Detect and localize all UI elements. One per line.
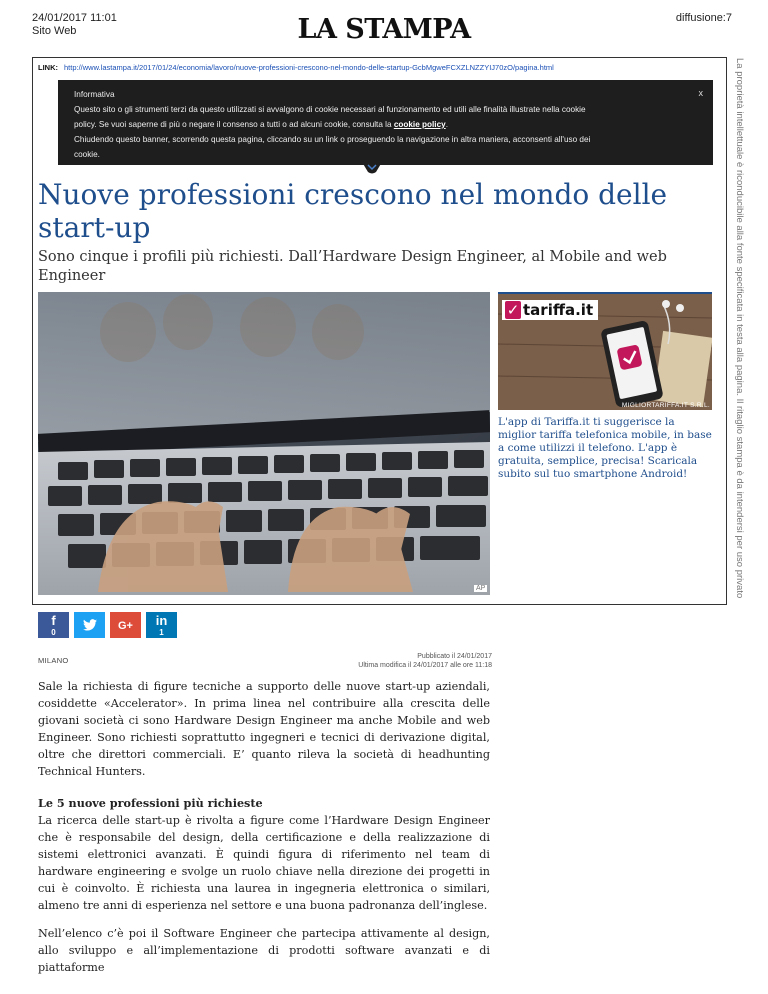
laptop-photo-illustration [38,292,490,595]
cookie-close-button[interactable]: x [698,88,703,98]
twitter-share-button[interactable] [74,612,105,638]
cookie-tab-chevron-icon[interactable] [362,162,382,174]
clip-source: Sito Web [32,25,77,37]
link-label: LINK: [38,63,58,72]
ad-image[interactable] [498,294,712,410]
modified-date: Ultima modifica il 24/01/2017 alle ore 11:18 [358,662,492,669]
facebook-share-button[interactable] [38,612,69,638]
clip-datetime: 24/01/2017 11:01 [32,12,117,24]
ad-caption: MIGLIORTARIFFA.IT S.R.L. [621,402,710,409]
section-heading: Le 5 nuove professioni più richieste [38,796,263,810]
photo-credit: AP [476,585,486,592]
article-subtitle: Sono cinque i profili più richiesti. Dall’Hardware Design Engineer, al Mobile and web Engineer [38,249,667,284]
cookie-line-2-text: policy. Se vuoi saperne di più o negare il consenso a tutti o ad alcuni cookie, consulta la [74,120,394,129]
linkedin-share-button[interactable] [146,612,177,638]
publication-info [320,652,492,670]
cookie-heading: Informativa [74,90,115,99]
article-paragraph-3: Nell’elenco c’è poi il Software Engineer che partecipa attivamente al design, allo sviluppo e all’implementazione di prodotti software avanzati e di piattaforme [38,927,490,974]
masthead-logo: LA STAMPA [297,14,471,45]
side-copyright-notice [732,58,746,603]
cookie-banner [58,80,713,165]
cookie-line-3: Chiudendo questo banner, scorrendo questa pagina, cliccando su un link o proseguendo la navigazione in altra maniera, acconsenti all'uso dei [74,135,591,144]
link-row [38,63,554,72]
diffusione-label: diffusione:7 [675,12,732,24]
cookie-line-2 [74,117,697,132]
linkedin-icon: in [155,613,168,628]
tariffa-logo [502,300,598,320]
side-notice-text: La proprietà intellettuale è riconducibile alla fonte specificata in testa alla pagina. Il ritaglio stampa è da intendersi per uso privato [734,58,745,599]
facebook-icon: f [51,613,56,628]
facebook-count: 0 [51,628,56,637]
article-photo-laptop-keyboard [38,292,490,595]
twitter-icon [83,619,97,631]
ad-text[interactable]: L'app di Tariffa.it ti suggerisce la miglior tariffa telefonica mobile, in base a come utilizzi il telefono. L'app è gratuita, semplice, precisa! Scaricala subito sul tuo smartphone Android! [498,416,712,480]
linkedin-count: 1 [159,628,164,637]
article-paragraph-1: Sale la richiesta di figure tecniche a supporto delle nuove start-up aziendali, cosiddette «Accelerator». In prima linea nel contribuire alla crescita delle giovani società ci sono Hardware Design Engineer ma anche Mobile and web Engineer. Sono richiesti soprattutto ingegneri e tecnici di derivazione digital, oltre che direttori commerciali. E’ quanto rileva la società di headhunting Technical Hunters. [38,680,490,778]
cookie-line-4: cookie. [74,150,100,159]
tariffa-check-icon: ✓ [506,301,520,319]
article-dateline: MILANO [38,656,69,665]
article-section-professions [38,795,490,914]
article-title: Nuove professioni crescono nel mondo delle start-up [38,178,668,244]
google-plus-share-button[interactable] [110,612,141,638]
article-url[interactable]: http://www.lastampa.it/2017/01/24/economia/lavoro/nuove-professioni-crescono-nel-mondo-delle-startup-GcbMgweFCXZLNZZYIJ70zO/pagina.html [64,63,554,72]
tariffa-logo-text: tariffa.it [523,301,594,319]
sponsored-ad[interactable] [498,292,712,481]
cookie-line-2-end: . [445,120,448,129]
cookie-policy-link[interactable]: cookie policy [393,120,446,129]
article-paragraph-2: La ricerca delle start-up è rivolta a figure come l’Hardware Design Engineer che è responsabile del design, della certificazione e della realizzazione di sistemi elettronici avanzati. È quindi figura di riferimento nel team di hardware engineering e svolge un ruolo chiave nella direzione dei progetti in cui è coinvolto. È richiesta una laurea in ingegneria elettronica o similari, almeno tre anni di esperienza nel settore e una buona padronanza dell’inglese. [38,814,490,912]
cookie-line-1: Questo sito o gli strumenti terzi da questo utilizzati si avvalgono di cookie necessari al funzionamento ed utili alle finalità illustrate nella cookie [74,105,586,114]
google-plus-icon: G+ [118,620,133,632]
published-date: Pubblicato il 24/01/2017 [417,653,492,660]
